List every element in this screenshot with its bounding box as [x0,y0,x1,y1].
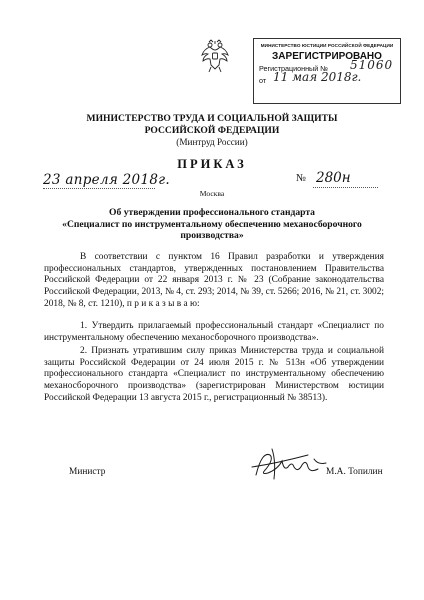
stamp-date-prefix: от [259,76,267,85]
body-paragraph-1: В соответствии с пунктом 16 Правил разработки и утверждения профессиональных стандартов, утвержденных постановлением Правительства Российской Федерации от 22 января 2013 г. № 23 (Собрание законодательства Российской Федерации, 2013, № 4, ст. 293; 2014, № 39, ст. 5266; 2016, № 21, ст. 3002; 2018, № 8, ст. 1210), п р и к а з ы в а ю: [44,252,384,309]
order-date: 23 апреля 2018г. [43,172,170,188]
stamp-reg-number: 51060 [350,58,394,72]
body-paragraph-3: 2. Признать утратившим силу приказ Министерства труда и социальной защиты Российской Федерации от 24 июля 2015 г. № 513н «Об утверждении профессионального стандарта «Специалист по инструментальному обеспечению механосборочного производства» (зарегистрирован Министерством юстиции Российской Федерации 13 августа 2015 г., регистрационный № 38513). [44,346,384,403]
stamp-status: ЗАРЕГИСТРИРОВАНО [272,51,382,62]
order-title-line-1: Об утверждении профессионального стандарта [109,207,315,218]
order-title-line-2: «Специалист по инструментальному обеспечению механосборочного [62,218,362,230]
order-title [54,207,370,242]
stamp-date-row [259,70,395,87]
handwritten-signature-icon [248,445,330,483]
body-paragraph-2: 1. Утвердить прилагаемый профессиональный стандарт «Специалист по инструментальному обеспечению механосборочного производства». [44,321,384,343]
document-type: ПРИКАЗ [177,157,247,171]
order-number-underline [313,187,378,188]
stamp-organization: МИНИСТЕРСТВО ЮСТИЦИИ РОССИЙСКОЙ ФЕДЕРАЦИИ [260,43,394,48]
signatory-position: Министр [69,467,106,477]
order-title-line-3: производства» [180,230,244,242]
double-headed-eagle-emblem-icon [200,39,230,73]
order-number-sign: № [296,173,307,184]
order-number: 280н [316,170,351,186]
ministry-line-1: МИНИСТЕРСТВО ТРУДА И СОЦИАЛЬНОЙ ЗАЩИТЫ [86,113,338,124]
ministry-line-2: РОССИЙСКОЙ ФЕДЕРАЦИИ [144,124,280,136]
signatory-name: М.А. Топилин [326,467,383,477]
ministry-name [0,113,424,136]
stamp-reg-date: 11 мая 2018г. [273,70,362,84]
order-city: Москва [199,189,225,198]
ministry-short-name: (Минтруд России) [176,137,248,147]
registration-stamp [253,38,401,104]
stamp-reg-label: Регистрационный № [259,64,328,73]
